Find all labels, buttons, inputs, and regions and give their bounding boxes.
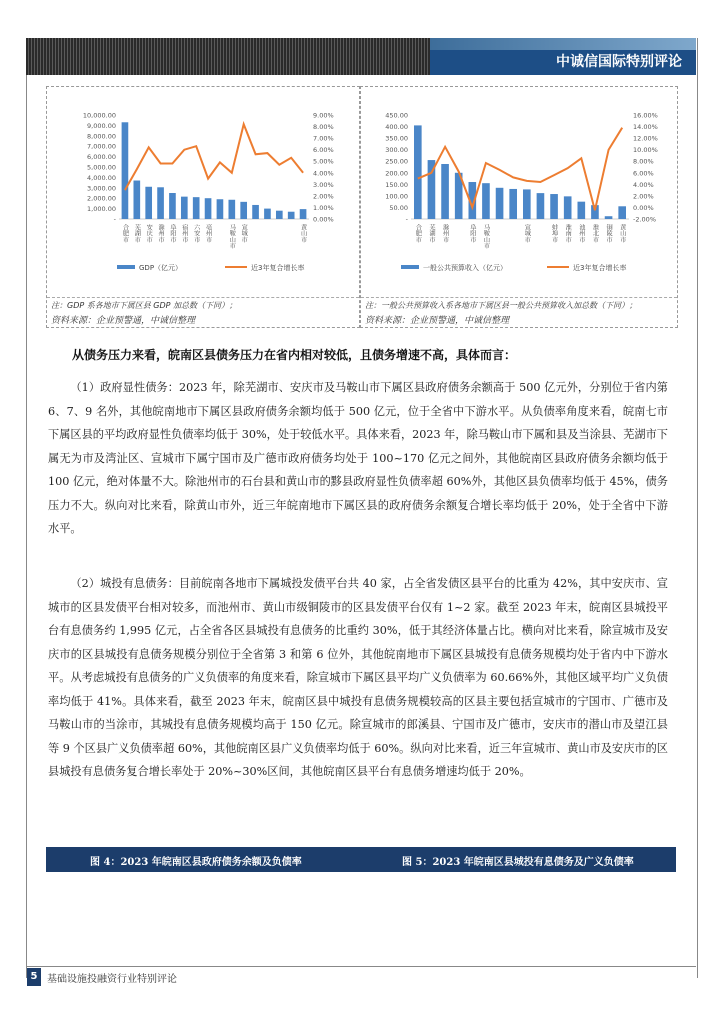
- x-category-label: 宣城市: [523, 224, 531, 243]
- x-category-label: 黄山市: [618, 224, 626, 243]
- y-right-tick-label: 6.00%: [313, 146, 334, 155]
- legend-line-label: 近3年复合增长率: [251, 264, 305, 272]
- y-left-tick-label: 8,000.00: [87, 132, 116, 141]
- bar: [537, 193, 545, 219]
- y-left-tick-label: 300.00: [385, 146, 408, 155]
- bar: [252, 205, 259, 219]
- bar: [441, 164, 449, 219]
- revenue-chart: [361, 87, 677, 295]
- x-category-label: 蚌埠市: [550, 224, 558, 243]
- bar: [240, 202, 247, 219]
- y-left-tick-label: 2,000.00: [87, 194, 116, 203]
- paragraph-government-debt: （1）政府显性债务：2023 年，除芜湖市、安庆市及马鞍山市下属区县政府债务余额高于 500 亿元外，分别位于省内第 6、7、9 名外，其他皖南地市下属区县政府债务余额均低于 500 亿元，位于全省中下游水平。从负债率角度来看，皖南七市下属区县的平均政府显性负债率均低于 30%，处于较低水平。具体来看，2023 年，除马鞍山市下属和县及当涂县、芜湖市下属无为市及湾沚区、宣城市下属宁国市及广德市政府债务均处于 100~170 亿元之间外，其他皖南区县政府债务余额均低于 100 亿元，绝对体量不大。除池州市的石台县和黄山市的黟县政府显性负债率超 60%外，其他区县负债率均低于 45%，债务压力不大。纵向对比来看，除黄山市外，近三年皖南地市下属区县的政府债务余额复合增长率均低于 20%，处于全省中下游水平。: [48, 381, 668, 535]
- y-right-tick-label: 1.00%: [313, 203, 334, 212]
- bar: [193, 197, 200, 219]
- figure-title-bar: [46, 847, 676, 872]
- y-left-tick-label: -: [113, 215, 116, 224]
- y-right-tick-label: 16.00%: [633, 111, 658, 120]
- x-category-label: 铜陵市: [605, 224, 613, 243]
- footer-rule: [26, 966, 696, 967]
- figure-gdp: [46, 86, 360, 328]
- x-category-label: 淮北市: [591, 224, 599, 243]
- y-right-tick-label: 3.00%: [313, 180, 334, 189]
- x-category-label: 淮南市: [564, 224, 572, 243]
- x-category-label: 池州市: [577, 224, 585, 243]
- x-category-label: 合肥市: [121, 224, 129, 243]
- bar: [122, 122, 129, 219]
- header-title: 中诚信国际特别评论: [430, 50, 696, 75]
- bar: [181, 197, 188, 219]
- x-category-label: 芜湖市: [133, 224, 141, 243]
- bar: [618, 206, 626, 219]
- y-left-tick-label: 150.00: [385, 180, 408, 189]
- y-right-tick-label: 0.00%: [313, 215, 334, 224]
- x-category-label: 亳州市: [204, 224, 212, 243]
- y-left-tick-label: 6,000.00: [87, 153, 116, 162]
- bar: [205, 198, 212, 219]
- bar: [605, 216, 613, 219]
- y-right-tick-label: 2.00%: [313, 192, 334, 201]
- y-left-tick-label: 4,000.00: [87, 173, 116, 182]
- paragraph-lgfv-debt: （2）城投有息债务：目前皖南各地市下属城投发债平台共 40 家，占全省发债区县平台的比重为 42%，其中安庆市、宣城市的区县发债平台相对较多，而池州市、黄山市级铜陵市的区县发债平台仅有 1~2 家。截至 2023 年末，皖南区县城投平台有息债务约 1,995 亿元，占全省各区县城投有息债务的比重约 30%，低于其经济体量占比。横向对比来看，除宣城市及安庆市的区县城投有息债务规模分别位于全省第 3 和第 6 位外，其他皖南地市下属区县城投有息债务规模均处于省内中下游水平。从考虑城投有息债务的广义负债率的角度来看，除宣城市下属区县平均广义负债率为 60.66%外，其他区域平均广义负债率均低于 41%。具体来看，截至 2023 年末，皖南区县中城投有息债务规模较高的区县主要包括宣城市的宁国市、广德市及马鞍山市的当涂市，其城投有息债务规模均高于 150 亿元。除宣城市的郎溪县、宁国市及广德市，安庆市的潜山市及望江县等 9 个区县广义负债率超 60%，其他皖南区县广义负债率均低于 60%。纵向对比来看，近三年宣城市、黄山市及安庆市的区县城投有息债务复合增长率处于 20%~30%区间，其他皖南区县平台有息债务增速均低于 20%。: [48, 577, 668, 778]
- x-category-label: 芜湖市: [427, 224, 435, 243]
- y-left-tick-label: 350.00: [385, 134, 408, 143]
- y-left-tick-label: 5,000.00: [87, 163, 116, 172]
- bar: [414, 125, 422, 219]
- figure-source: 资料来源：企业预警通，中诚信整理: [365, 316, 510, 326]
- y-right-tick-label: 10.00%: [633, 146, 658, 155]
- x-category-label: 安庆市: [145, 224, 153, 243]
- bar: [276, 211, 283, 219]
- legend-bar-label: 一般公共预算收入（亿元）: [423, 264, 507, 272]
- bar: [564, 196, 572, 219]
- x-category-label: 黄山市: [299, 224, 307, 243]
- x-category-label: 马鞍山市: [482, 224, 490, 249]
- y-left-tick-label: -: [405, 215, 408, 224]
- growth-line: [125, 124, 303, 190]
- y-left-tick-label: 9,000.00: [87, 121, 116, 130]
- bar: [482, 183, 490, 219]
- x-category-label: 阜阳市: [168, 224, 176, 243]
- figure-note: 注：一般公共预算收入系各地市下属区县一般公共预算收入加总数（下同）；: [365, 301, 637, 310]
- figure-revenue: [360, 86, 678, 328]
- figure-source: 资料来源：企业预警通，中诚信整理: [51, 316, 196, 326]
- y-right-tick-label: 6.00%: [633, 169, 654, 178]
- footer-title: 基础设施投融资行业特别评论: [47, 974, 177, 985]
- y-right-tick-label: 9.00%: [313, 111, 334, 120]
- bar: [496, 188, 504, 219]
- legend-bar-swatch: [117, 265, 135, 269]
- bar: [133, 181, 140, 219]
- y-right-tick-label: 8.00%: [313, 123, 334, 132]
- bar: [577, 202, 585, 219]
- y-left-tick-label: 10,000.00: [82, 111, 116, 120]
- y-left-tick-label: 450.00: [385, 111, 408, 120]
- x-category-label: 滁州市: [441, 224, 449, 243]
- y-right-tick-label: 0.00%: [633, 203, 654, 212]
- bar: [157, 187, 164, 219]
- legend-bar-swatch: [401, 265, 419, 269]
- figure-5-title: 图 5：2023 年皖南区县城投有息债务及广义负债率: [402, 857, 634, 868]
- figure-separator: [47, 297, 359, 298]
- x-category-label: 阜阳市: [468, 224, 476, 243]
- lead-sentence: 从债务压力来看，皖南区县债务压力在省内相对较低，且债务增速不高，具体而言：: [72, 348, 517, 362]
- bar: [169, 193, 176, 219]
- bar: [300, 209, 307, 219]
- y-right-tick-label: -2.00%: [633, 215, 656, 224]
- y-left-tick-label: 100.00: [385, 192, 408, 201]
- x-category-label: 六安市: [192, 224, 200, 243]
- y-right-tick-label: 2.00%: [633, 192, 654, 201]
- bar: [145, 187, 152, 219]
- y-left-tick-label: 3,000.00: [87, 184, 116, 193]
- figure-4-title: 图 4：2023 年皖南区县政府债务余额及负债率: [90, 857, 302, 868]
- y-left-tick-label: 400.00: [385, 123, 408, 132]
- legend-bar-label: GDP（亿元）: [139, 264, 183, 272]
- y-right-tick-label: 8.00%: [633, 157, 654, 166]
- figure-separator: [361, 297, 677, 298]
- bar: [509, 189, 517, 219]
- y-right-tick-label: 4.00%: [633, 180, 654, 189]
- y-left-tick-label: 7,000.00: [87, 142, 116, 151]
- bar: [264, 209, 271, 219]
- y-left-tick-label: 200.00: [385, 169, 408, 178]
- gdp-chart: [47, 87, 359, 295]
- y-right-tick-label: 12.00%: [633, 134, 658, 143]
- bar: [228, 200, 235, 219]
- bar: [288, 212, 295, 219]
- y-left-tick-label: 250.00: [385, 157, 408, 166]
- y-right-tick-label: 4.00%: [313, 169, 334, 178]
- figure-note: 注：GDP 系各地市下属区县 GDP 加总数（下同）；: [51, 301, 237, 310]
- bar: [217, 199, 224, 219]
- legend-line-label: 近3年复合增长率: [573, 264, 627, 272]
- x-category-label: 马鞍山市: [228, 224, 236, 249]
- y-right-tick-label: 5.00%: [313, 157, 334, 166]
- y-left-tick-label: 50.00: [389, 203, 408, 212]
- y-right-tick-label: 7.00%: [313, 134, 334, 143]
- x-category-label: 合肥市: [414, 224, 422, 243]
- x-category-label: 宿州市: [180, 224, 188, 243]
- x-category-label: 滁州市: [157, 224, 165, 243]
- page-number: 5: [27, 968, 41, 986]
- y-right-tick-label: 14.00%: [633, 123, 658, 132]
- bar: [550, 194, 558, 219]
- y-left-tick-label: 1,000.00: [87, 205, 116, 214]
- bar: [523, 189, 531, 219]
- x-category-label: 宣城市: [240, 224, 248, 243]
